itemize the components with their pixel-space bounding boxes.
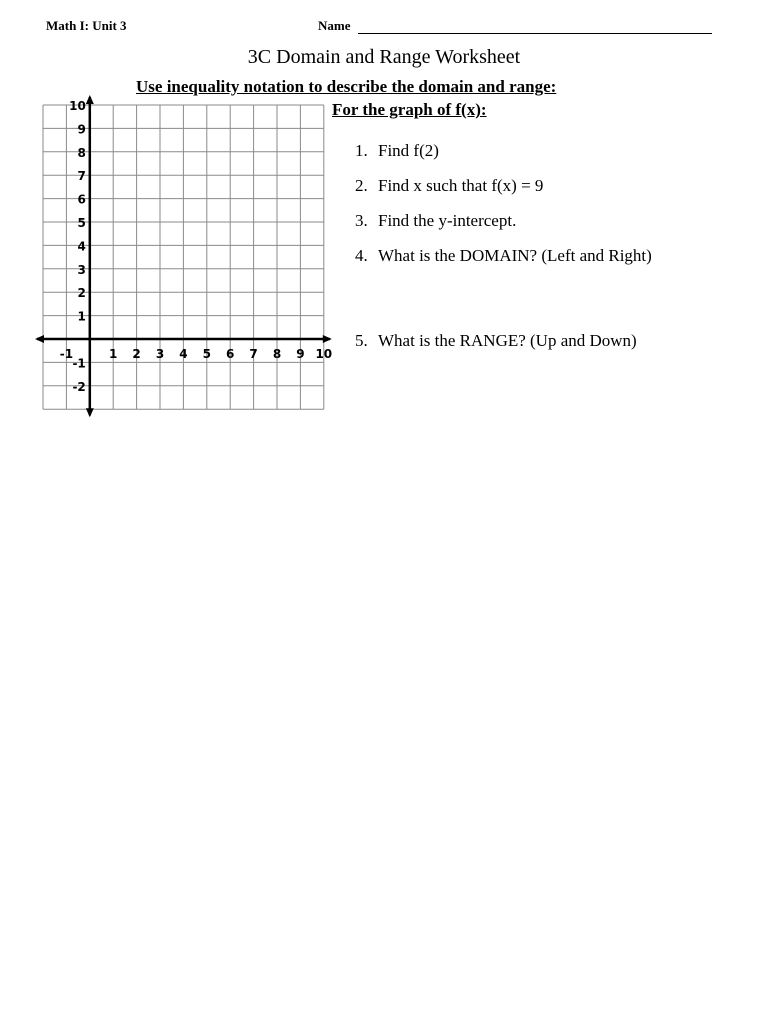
question-number: 5. bbox=[355, 331, 368, 350]
question-text: Find the y-intercept. bbox=[378, 211, 517, 230]
y-axis-arrow-up-icon bbox=[86, 95, 94, 104]
coordinate-grid bbox=[0, 0, 768, 420]
question-number: 2. bbox=[355, 176, 368, 195]
x-tick-label: 2 bbox=[132, 347, 141, 361]
y-axis-arrow-down-icon bbox=[86, 408, 94, 417]
y-tick-label: 5 bbox=[77, 216, 86, 230]
x-tick-label: 5 bbox=[202, 347, 211, 361]
y-tick-label: 9 bbox=[77, 122, 86, 137]
y-tick-label: 6 bbox=[77, 192, 86, 207]
y-tick-label: -2 bbox=[72, 379, 86, 394]
question-text: Find x such that f(x) = 9 bbox=[378, 176, 544, 195]
page-title: 3C Domain and Range Worksheet bbox=[247, 46, 521, 68]
y-tick-label: 7 bbox=[77, 169, 86, 184]
y-tick-label: 1 bbox=[77, 309, 86, 324]
x-tick-label: 3 bbox=[155, 347, 165, 361]
question-number: 3. bbox=[355, 211, 368, 230]
x-axis-arrow-right-icon bbox=[323, 335, 332, 343]
x-tick-label: -1 bbox=[59, 347, 74, 361]
instruction-text: Use inequality notation to describe the domain and range: bbox=[136, 77, 557, 96]
y-tick-label: 8 bbox=[77, 145, 86, 160]
x-axis-arrow-left-icon bbox=[35, 335, 44, 343]
y-tick-label: 3 bbox=[77, 262, 86, 277]
course-label: Math I: Unit 3 bbox=[46, 18, 127, 33]
x-tick-label: 7 bbox=[249, 347, 258, 361]
question-text: Find f(2) bbox=[378, 141, 439, 160]
x-tick-label: 9 bbox=[296, 347, 305, 361]
y-tick-label: 4 bbox=[77, 239, 86, 254]
x-tick-label: 10 bbox=[315, 347, 333, 361]
y-tick-label: 10 bbox=[69, 99, 86, 113]
x-tick-label: 8 bbox=[272, 347, 282, 361]
y-tick-label: -1 bbox=[72, 356, 86, 371]
x-tick-label: 1 bbox=[109, 347, 118, 361]
x-tick-label: 4 bbox=[179, 347, 188, 361]
question-number: 4. bbox=[355, 246, 368, 265]
question-text: What is the RANGE? (Up and Down) bbox=[378, 331, 637, 350]
y-tick-label: 2 bbox=[77, 286, 86, 301]
x-tick-label: 6 bbox=[226, 347, 235, 361]
question-number: 1. bbox=[355, 141, 368, 160]
graph-heading: For the graph of f(x): bbox=[332, 100, 487, 119]
question-text: What is the DOMAIN? (Left and Right) bbox=[378, 246, 652, 265]
name-label: Name bbox=[318, 18, 351, 33]
